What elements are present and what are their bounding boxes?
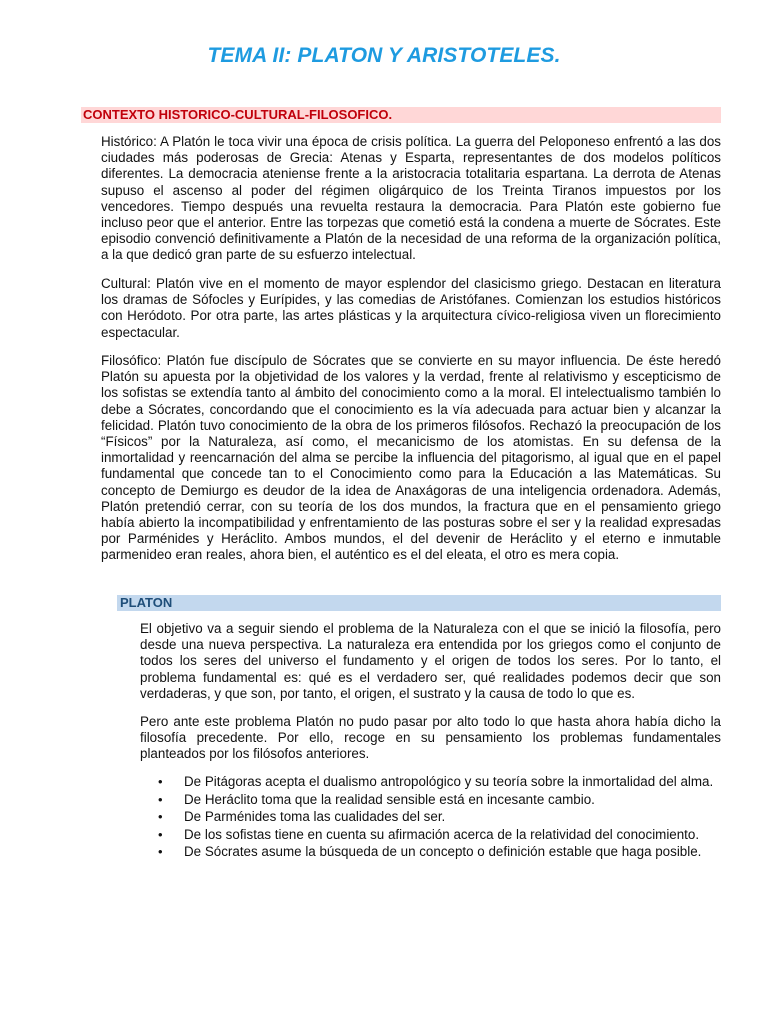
list-item — [140, 827, 721, 843]
document-title: TEMA II: PLATON Y ARISTOTELES. — [207, 44, 561, 67]
bullet-icon: • — [158, 791, 163, 807]
bullet-icon: • — [158, 774, 163, 789]
bullet-icon: • — [158, 844, 163, 859]
paragraph-problema: Pero ante este problema Platón no pudo pasar por alto todo lo que hasta ahora había dicho la filosofía precedente. Por ello, recoge en su pensamiento los problemas fundamentales planteados por los filósofos anteriores. — [140, 714, 721, 762]
bullet-icon: • — [158, 826, 163, 842]
paragraph-historico: Histórico: A Platón le toca vivir una época de crisis política. La guerra del Peloponeso enfrentó a las dos ciudades más poderosas de Grecia: Atenas y Esparta, representantes de dos modelos políticos diferentes. La democracia ateniense frente a la aristocracia totalitaria espartana. La derrota de Atenas supuso el ascenso al poder del régimen oligárquico de los Treinta Tiranos impuestos por los vencedores. Tiempo después una revuelta restaura la democracia. Para Platón este gobierno fue incluso peor que el anterior. Entre las torpezas que cometió está la condena a muerte de Sócrates. Este episodio convenció definitivamente a Platón de la necesidad de una reforma de la organización política, a la que dedicó gran parte de su esfuerzo intelectual. — [101, 134, 721, 263]
list-item — [140, 844, 721, 860]
section-heading-contexto: CONTEXTO HISTORICO-CULTURAL-FILOSOFICO. — [81, 107, 721, 123]
paragraph-filosofico: Filosófico: Platón fue discípulo de Sócrates que se convierte en su mayor influencia. De éste heredó Platón su apuesta por la objetividad de los valores y la verdad, frente al relativismo y escepticismo de los sofistas se extendía tanto al ámbito del conocimiento como a la moral. El intelectualismo también lo debe a Sócrates, concordando que el conocimiento es la vía adecuada para actuar bien y alcanzar la felicidad. Platón tuvo conocimiento de la obra de los primeros filósofos. Rechazó la preocupación de los “Físicos” por la Naturaleza, así como, el mecanicismo de los atomistas. En su defensa de la inmortalidad y reencarnación del alma se percibe la influencia del pitagorismo, al igual que en el papel fundamental que concede tan to el Conocimiento como para la Educación a las Matemáticas. Su concepto de Demiurgo es deudor de la idea de Anaxágoras de una inteligencia ordenadora. Además, Platón pretendió cerrar, con su teoría de los dos mundos, la fractura que en el pensamiento griego había abierto la incompatibilidad y enfrentamiento de las posturas sobre el ser y la realidad expresadas por Parménides y Heráclito. Ambos mundos, el del devenir de Heráclito y el eterno e inmutable parmenideo eran reales, ahora bien, el auténtico es el del eleata, el otro es mera copia. — [101, 353, 721, 563]
list-item-text: De Heráclito toma que la realidad sensible está en incesante cambio. — [184, 791, 595, 807]
list-item — [140, 809, 721, 825]
list-item-text: De Pitágoras acepta el dualismo antropológico y su teoría sobre la inmortalidad del alma. — [184, 774, 714, 789]
paragraph-objetivo: El objetivo va a seguir siendo el problema de la Naturaleza con el que se inició la filosofía, pero desde una nueva perspectiva. La naturaleza era entendida por los griegos como el conjunto de todos los seres del universo el fundamento y el origen de todos los seres. Por lo tanto, el problema fundamental es: qué es el verdadero ser, qué realidades podemos decir que son verdaderas, y que son, por tanto, el origen, el sustrato y la causa de todo lo que es. — [140, 621, 721, 701]
list-item-text: De Sócrates asume la búsqueda de un concepto o definición estable que haga posible. — [184, 844, 702, 859]
bullet-icon: • — [158, 809, 163, 824]
list-item-text: De los sofistas tiene en cuenta su afirmación acerca de la relatividad del conocimiento. — [184, 826, 700, 842]
list-item-text: De Parménides toma las cualidades del ser. — [184, 809, 446, 824]
influences-list — [140, 774, 721, 862]
paragraph-cultural: Cultural: Platón vive en el momento de mayor esplendor del clasicismo griego. Destacan en literatura los dramas de Sófocles y Eurípides, y las comedias de Aristófanes. Comienzan los estudios históricos con Heródoto. Por otra parte, las artes plásticas y la arquitectura cívico-religiosa viven un florecimiento espectacular. — [101, 276, 721, 340]
list-item — [140, 774, 721, 790]
list-item — [140, 792, 721, 808]
subheading-platon: PLATON — [117, 595, 721, 611]
